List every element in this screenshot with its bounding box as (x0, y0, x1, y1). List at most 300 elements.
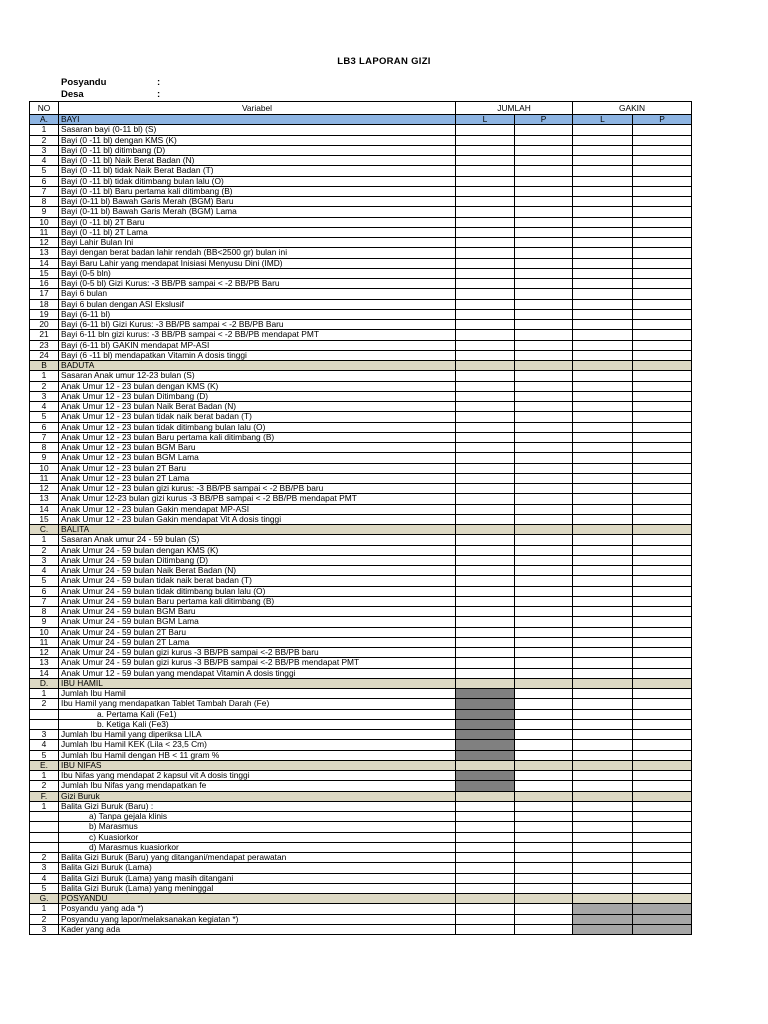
jumlah-l-cell[interactable] (456, 566, 515, 576)
gakin-l-cell[interactable] (573, 555, 633, 565)
jumlah-p-cell[interactable] (515, 617, 573, 627)
gakin-l-cell[interactable] (573, 340, 633, 350)
jumlah-p-cell[interactable] (515, 863, 573, 873)
jumlah-l-cell[interactable] (456, 371, 515, 381)
gakin-l-cell[interactable] (573, 545, 633, 555)
jumlah-p-cell[interactable] (515, 227, 573, 237)
jumlah-l-cell[interactable] (456, 279, 515, 289)
gakin-l-cell[interactable] (573, 648, 633, 658)
jumlah-p-cell[interactable] (515, 637, 573, 647)
jumlah-l-cell[interactable] (456, 463, 515, 473)
gakin-p-cell[interactable] (633, 709, 692, 719)
gakin-p-cell[interactable] (633, 637, 692, 647)
gakin-l-cell[interactable] (573, 576, 633, 586)
jumlah-p-cell[interactable] (515, 627, 573, 637)
jumlah-p-cell[interactable] (515, 340, 573, 350)
jumlah-p-cell[interactable] (515, 371, 573, 381)
jumlah-l-cell[interactable] (456, 668, 515, 678)
gakin-l-cell[interactable] (573, 227, 633, 237)
gakin-p-cell[interactable] (633, 586, 692, 596)
gakin-l-cell[interactable] (573, 443, 633, 453)
gakin-l-cell[interactable] (573, 371, 633, 381)
jumlah-l-cell[interactable] (456, 412, 515, 422)
gakin-l-cell[interactable] (573, 801, 633, 811)
gakin-p-cell[interactable] (633, 381, 692, 391)
gakin-p-cell[interactable] (633, 350, 692, 360)
gakin-l-cell[interactable] (573, 514, 633, 524)
gakin-l-cell[interactable] (573, 699, 633, 709)
gakin-p-cell[interactable] (633, 422, 692, 432)
jumlah-p-cell[interactable] (515, 658, 573, 668)
jumlah-l-cell[interactable] (456, 125, 515, 135)
jumlah-l-cell[interactable] (456, 381, 515, 391)
gakin-p-cell[interactable] (633, 842, 692, 852)
jumlah-p-cell[interactable] (515, 176, 573, 186)
jumlah-p-cell[interactable] (515, 545, 573, 555)
gakin-p-cell[interactable] (633, 894, 692, 904)
gakin-l-cell[interactable] (573, 484, 633, 494)
jumlah-p-cell[interactable] (515, 412, 573, 422)
gakin-p-cell[interactable] (633, 812, 692, 822)
jumlah-l-cell[interactable] (456, 648, 515, 658)
jumlah-l-cell[interactable] (456, 883, 515, 893)
gakin-l-cell[interactable] (573, 637, 633, 647)
jumlah-l-cell[interactable] (456, 658, 515, 668)
jumlah-p-cell[interactable] (515, 883, 573, 893)
gakin-p-cell[interactable] (633, 822, 692, 832)
jumlah-p-cell[interactable] (515, 791, 573, 801)
jumlah-l-cell[interactable] (456, 484, 515, 494)
jumlah-l-cell[interactable] (456, 832, 515, 842)
gakin-l-cell[interactable] (573, 873, 633, 883)
jumlah-p-cell[interactable] (515, 268, 573, 278)
jumlah-l-cell[interactable] (456, 197, 515, 207)
jumlah-l-cell[interactable] (456, 740, 515, 750)
jumlah-p-cell[interactable] (515, 607, 573, 617)
jumlah-l-cell[interactable] (456, 473, 515, 483)
jumlah-p-cell[interactable] (515, 125, 573, 135)
gakin-p-cell[interactable] (633, 607, 692, 617)
gakin-l-cell[interactable] (573, 412, 633, 422)
gakin-l-cell[interactable] (573, 771, 633, 781)
jumlah-p-cell[interactable] (515, 453, 573, 463)
gakin-p-cell[interactable] (633, 648, 692, 658)
gakin-l-cell[interactable] (573, 156, 633, 166)
jumlah-l-cell[interactable] (456, 555, 515, 565)
jumlah-l-cell[interactable] (456, 699, 515, 709)
jumlah-p-cell[interactable] (515, 801, 573, 811)
gakin-p-cell[interactable] (633, 299, 692, 309)
gakin-p-cell[interactable] (633, 863, 692, 873)
gakin-l-cell[interactable] (573, 463, 633, 473)
gakin-p-cell[interactable] (633, 914, 692, 924)
jumlah-p-cell[interactable] (515, 535, 573, 545)
gakin-l-cell[interactable] (573, 853, 633, 863)
gakin-l-cell[interactable] (573, 381, 633, 391)
gakin-l-cell[interactable] (573, 361, 633, 371)
jumlah-p-cell[interactable] (515, 873, 573, 883)
gakin-p-cell[interactable] (633, 791, 692, 801)
jumlah-p-cell[interactable] (515, 842, 573, 852)
gakin-l-cell[interactable] (573, 299, 633, 309)
jumlah-p-cell[interactable] (515, 299, 573, 309)
gakin-p-cell[interactable] (633, 186, 692, 196)
gakin-p-cell[interactable] (633, 238, 692, 248)
jumlah-l-cell[interactable] (456, 627, 515, 637)
gakin-l-cell[interactable] (573, 238, 633, 248)
gakin-l-cell[interactable] (573, 596, 633, 606)
jumlah-l-cell[interactable] (456, 340, 515, 350)
gakin-p-cell[interactable] (633, 453, 692, 463)
gakin-p-cell[interactable] (633, 760, 692, 770)
gakin-p-cell[interactable] (633, 678, 692, 688)
jumlah-l-cell[interactable] (456, 730, 515, 740)
gakin-l-cell[interactable] (573, 217, 633, 227)
jumlah-l-cell[interactable] (456, 514, 515, 524)
jumlah-l-cell[interactable] (456, 268, 515, 278)
jumlah-p-cell[interactable] (515, 555, 573, 565)
jumlah-p-cell[interactable] (515, 330, 573, 340)
jumlah-p-cell[interactable] (515, 443, 573, 453)
gakin-l-cell[interactable] (573, 617, 633, 627)
jumlah-l-cell[interactable] (456, 535, 515, 545)
gakin-p-cell[interactable] (633, 924, 692, 934)
gakin-p-cell[interactable] (633, 904, 692, 914)
gakin-l-cell[interactable] (573, 309, 633, 319)
jumlah-p-cell[interactable] (515, 822, 573, 832)
gakin-l-cell[interactable] (573, 186, 633, 196)
gakin-l-cell[interactable] (573, 883, 633, 893)
gakin-l-cell[interactable] (573, 750, 633, 760)
gakin-p-cell[interactable] (633, 627, 692, 637)
gakin-l-cell[interactable] (573, 248, 633, 258)
jumlah-p-cell[interactable] (515, 207, 573, 217)
jumlah-l-cell[interactable] (456, 863, 515, 873)
gakin-l-cell[interactable] (573, 320, 633, 330)
gakin-l-cell[interactable] (573, 432, 633, 442)
gakin-l-cell[interactable] (573, 422, 633, 432)
gakin-p-cell[interactable] (633, 371, 692, 381)
jumlah-l-cell[interactable] (456, 853, 515, 863)
jumlah-l-cell[interactable] (456, 607, 515, 617)
gakin-l-cell[interactable] (573, 668, 633, 678)
jumlah-p-cell[interactable] (515, 156, 573, 166)
gakin-p-cell[interactable] (633, 494, 692, 504)
gakin-l-cell[interactable] (573, 535, 633, 545)
jumlah-l-cell[interactable] (456, 422, 515, 432)
jumlah-p-cell[interactable] (515, 238, 573, 248)
gakin-p-cell[interactable] (633, 730, 692, 740)
gakin-p-cell[interactable] (633, 473, 692, 483)
jumlah-p-cell[interactable] (515, 320, 573, 330)
jumlah-l-cell[interactable] (456, 166, 515, 176)
gakin-p-cell[interactable] (633, 156, 692, 166)
jumlah-l-cell[interactable] (456, 330, 515, 340)
gakin-p-cell[interactable] (633, 514, 692, 524)
gakin-p-cell[interactable] (633, 443, 692, 453)
gakin-p-cell[interactable] (633, 207, 692, 217)
gakin-l-cell[interactable] (573, 709, 633, 719)
jumlah-l-cell[interactable] (456, 186, 515, 196)
jumlah-p-cell[interactable] (515, 730, 573, 740)
gakin-p-cell[interactable] (633, 535, 692, 545)
jumlah-p-cell[interactable] (515, 596, 573, 606)
gakin-l-cell[interactable] (573, 607, 633, 617)
jumlah-l-cell[interactable] (456, 207, 515, 217)
jumlah-l-cell[interactable] (456, 914, 515, 924)
gakin-p-cell[interactable] (633, 883, 692, 893)
jumlah-l-cell[interactable] (456, 545, 515, 555)
jumlah-p-cell[interactable] (515, 678, 573, 688)
jumlah-l-cell[interactable] (456, 904, 515, 914)
jumlah-p-cell[interactable] (515, 279, 573, 289)
gakin-l-cell[interactable] (573, 586, 633, 596)
jumlah-p-cell[interactable] (515, 514, 573, 524)
jumlah-l-cell[interactable] (456, 320, 515, 330)
gakin-p-cell[interactable] (633, 268, 692, 278)
gakin-l-cell[interactable] (573, 166, 633, 176)
jumlah-l-cell[interactable] (456, 494, 515, 504)
jumlah-l-cell[interactable] (456, 586, 515, 596)
gakin-l-cell[interactable] (573, 268, 633, 278)
gakin-p-cell[interactable] (633, 361, 692, 371)
jumlah-l-cell[interactable] (456, 258, 515, 268)
jumlah-p-cell[interactable] (515, 473, 573, 483)
jumlah-p-cell[interactable] (515, 904, 573, 914)
jumlah-p-cell[interactable] (515, 699, 573, 709)
jumlah-p-cell[interactable] (515, 432, 573, 442)
gakin-p-cell[interactable] (633, 391, 692, 401)
gakin-p-cell[interactable] (633, 504, 692, 514)
jumlah-p-cell[interactable] (515, 924, 573, 934)
jumlah-l-cell[interactable] (456, 576, 515, 586)
gakin-p-cell[interactable] (633, 176, 692, 186)
gakin-p-cell[interactable] (633, 658, 692, 668)
gakin-l-cell[interactable] (573, 145, 633, 155)
jumlah-p-cell[interactable] (515, 853, 573, 863)
gakin-p-cell[interactable] (633, 145, 692, 155)
jumlah-p-cell[interactable] (515, 197, 573, 207)
jumlah-l-cell[interactable] (456, 894, 515, 904)
gakin-l-cell[interactable] (573, 453, 633, 463)
jumlah-p-cell[interactable] (515, 812, 573, 822)
jumlah-p-cell[interactable] (515, 186, 573, 196)
gakin-l-cell[interactable] (573, 566, 633, 576)
jumlah-p-cell[interactable] (515, 217, 573, 227)
gakin-p-cell[interactable] (633, 166, 692, 176)
gakin-l-cell[interactable] (573, 894, 633, 904)
jumlah-p-cell[interactable] (515, 258, 573, 268)
gakin-p-cell[interactable] (633, 545, 692, 555)
jumlah-p-cell[interactable] (515, 402, 573, 412)
gakin-p-cell[interactable] (633, 596, 692, 606)
jumlah-l-cell[interactable] (456, 689, 515, 699)
jumlah-l-cell[interactable] (456, 443, 515, 453)
gakin-l-cell[interactable] (573, 135, 633, 145)
gakin-l-cell[interactable] (573, 924, 633, 934)
jumlah-l-cell[interactable] (456, 135, 515, 145)
gakin-p-cell[interactable] (633, 853, 692, 863)
gakin-l-cell[interactable] (573, 289, 633, 299)
jumlah-p-cell[interactable] (515, 494, 573, 504)
gakin-p-cell[interactable] (633, 873, 692, 883)
gakin-l-cell[interactable] (573, 391, 633, 401)
gakin-l-cell[interactable] (573, 525, 633, 535)
jumlah-l-cell[interactable] (456, 238, 515, 248)
jumlah-l-cell[interactable] (456, 760, 515, 770)
jumlah-l-cell[interactable] (456, 453, 515, 463)
jumlah-p-cell[interactable] (515, 361, 573, 371)
jumlah-l-cell[interactable] (456, 873, 515, 883)
jumlah-l-cell[interactable] (456, 812, 515, 822)
gakin-l-cell[interactable] (573, 627, 633, 637)
jumlah-p-cell[interactable] (515, 484, 573, 494)
gakin-l-cell[interactable] (573, 781, 633, 791)
jumlah-l-cell[interactable] (456, 350, 515, 360)
jumlah-l-cell[interactable] (456, 750, 515, 760)
gakin-l-cell[interactable] (573, 197, 633, 207)
jumlah-p-cell[interactable] (515, 145, 573, 155)
gakin-p-cell[interactable] (633, 801, 692, 811)
gakin-p-cell[interactable] (633, 750, 692, 760)
jumlah-p-cell[interactable] (515, 566, 573, 576)
gakin-p-cell[interactable] (633, 227, 692, 237)
gakin-l-cell[interactable] (573, 330, 633, 340)
jumlah-l-cell[interactable] (456, 432, 515, 442)
jumlah-p-cell[interactable] (515, 709, 573, 719)
gakin-p-cell[interactable] (633, 463, 692, 473)
gakin-p-cell[interactable] (633, 719, 692, 729)
gakin-p-cell[interactable] (633, 566, 692, 576)
gakin-l-cell[interactable] (573, 402, 633, 412)
gakin-l-cell[interactable] (573, 863, 633, 873)
gakin-p-cell[interactable] (633, 617, 692, 627)
gakin-p-cell[interactable] (633, 699, 692, 709)
gakin-l-cell[interactable] (573, 258, 633, 268)
gakin-p-cell[interactable] (633, 217, 692, 227)
gakin-p-cell[interactable] (633, 125, 692, 135)
jumlah-l-cell[interactable] (456, 771, 515, 781)
jumlah-l-cell[interactable] (456, 361, 515, 371)
gakin-l-cell[interactable] (573, 842, 633, 852)
gakin-p-cell[interactable] (633, 432, 692, 442)
gakin-l-cell[interactable] (573, 730, 633, 740)
gakin-l-cell[interactable] (573, 791, 633, 801)
jumlah-l-cell[interactable] (456, 791, 515, 801)
gakin-p-cell[interactable] (633, 197, 692, 207)
jumlah-l-cell[interactable] (456, 176, 515, 186)
jumlah-p-cell[interactable] (515, 248, 573, 258)
gakin-l-cell[interactable] (573, 473, 633, 483)
jumlah-l-cell[interactable] (456, 299, 515, 309)
jumlah-p-cell[interactable] (515, 504, 573, 514)
jumlah-p-cell[interactable] (515, 740, 573, 750)
gakin-l-cell[interactable] (573, 125, 633, 135)
jumlah-l-cell[interactable] (456, 248, 515, 258)
jumlah-l-cell[interactable] (456, 391, 515, 401)
jumlah-p-cell[interactable] (515, 586, 573, 596)
jumlah-l-cell[interactable] (456, 842, 515, 852)
gakin-l-cell[interactable] (573, 176, 633, 186)
gakin-l-cell[interactable] (573, 658, 633, 668)
jumlah-p-cell[interactable] (515, 648, 573, 658)
jumlah-p-cell[interactable] (515, 781, 573, 791)
jumlah-p-cell[interactable] (515, 350, 573, 360)
jumlah-l-cell[interactable] (456, 822, 515, 832)
gakin-p-cell[interactable] (633, 668, 692, 678)
jumlah-p-cell[interactable] (515, 576, 573, 586)
jumlah-l-cell[interactable] (456, 289, 515, 299)
gakin-p-cell[interactable] (633, 330, 692, 340)
gakin-l-cell[interactable] (573, 904, 633, 914)
jumlah-p-cell[interactable] (515, 309, 573, 319)
jumlah-l-cell[interactable] (456, 781, 515, 791)
jumlah-p-cell[interactable] (515, 135, 573, 145)
jumlah-l-cell[interactable] (456, 924, 515, 934)
gakin-l-cell[interactable] (573, 719, 633, 729)
jumlah-p-cell[interactable] (515, 422, 573, 432)
jumlah-l-cell[interactable] (456, 156, 515, 166)
gakin-l-cell[interactable] (573, 689, 633, 699)
jumlah-p-cell[interactable] (515, 525, 573, 535)
gakin-l-cell[interactable] (573, 678, 633, 688)
gakin-p-cell[interactable] (633, 689, 692, 699)
gakin-p-cell[interactable] (633, 484, 692, 494)
gakin-l-cell[interactable] (573, 740, 633, 750)
gakin-l-cell[interactable] (573, 207, 633, 217)
gakin-p-cell[interactable] (633, 279, 692, 289)
gakin-p-cell[interactable] (633, 309, 692, 319)
jumlah-p-cell[interactable] (515, 771, 573, 781)
gakin-l-cell[interactable] (573, 760, 633, 770)
jumlah-p-cell[interactable] (515, 381, 573, 391)
gakin-p-cell[interactable] (633, 771, 692, 781)
jumlah-l-cell[interactable] (456, 309, 515, 319)
jumlah-p-cell[interactable] (515, 719, 573, 729)
gakin-p-cell[interactable] (633, 412, 692, 422)
jumlah-l-cell[interactable] (456, 525, 515, 535)
gakin-p-cell[interactable] (633, 135, 692, 145)
jumlah-p-cell[interactable] (515, 914, 573, 924)
gakin-p-cell[interactable] (633, 555, 692, 565)
gakin-p-cell[interactable] (633, 525, 692, 535)
jumlah-l-cell[interactable] (456, 719, 515, 729)
gakin-p-cell[interactable] (633, 576, 692, 586)
gakin-p-cell[interactable] (633, 832, 692, 842)
jumlah-p-cell[interactable] (515, 463, 573, 473)
gakin-p-cell[interactable] (633, 781, 692, 791)
gakin-l-cell[interactable] (573, 914, 633, 924)
jumlah-p-cell[interactable] (515, 832, 573, 842)
gakin-p-cell[interactable] (633, 340, 692, 350)
jumlah-l-cell[interactable] (456, 801, 515, 811)
gakin-l-cell[interactable] (573, 822, 633, 832)
gakin-l-cell[interactable] (573, 350, 633, 360)
gakin-p-cell[interactable] (633, 258, 692, 268)
jumlah-p-cell[interactable] (515, 750, 573, 760)
jumlah-p-cell[interactable] (515, 391, 573, 401)
gakin-l-cell[interactable] (573, 279, 633, 289)
gakin-p-cell[interactable] (633, 289, 692, 299)
jumlah-p-cell[interactable] (515, 760, 573, 770)
jumlah-p-cell[interactable] (515, 894, 573, 904)
jumlah-l-cell[interactable] (456, 596, 515, 606)
gakin-l-cell[interactable] (573, 494, 633, 504)
gakin-l-cell[interactable] (573, 504, 633, 514)
jumlah-l-cell[interactable] (456, 227, 515, 237)
jumlah-l-cell[interactable] (456, 617, 515, 627)
jumlah-p-cell[interactable] (515, 668, 573, 678)
